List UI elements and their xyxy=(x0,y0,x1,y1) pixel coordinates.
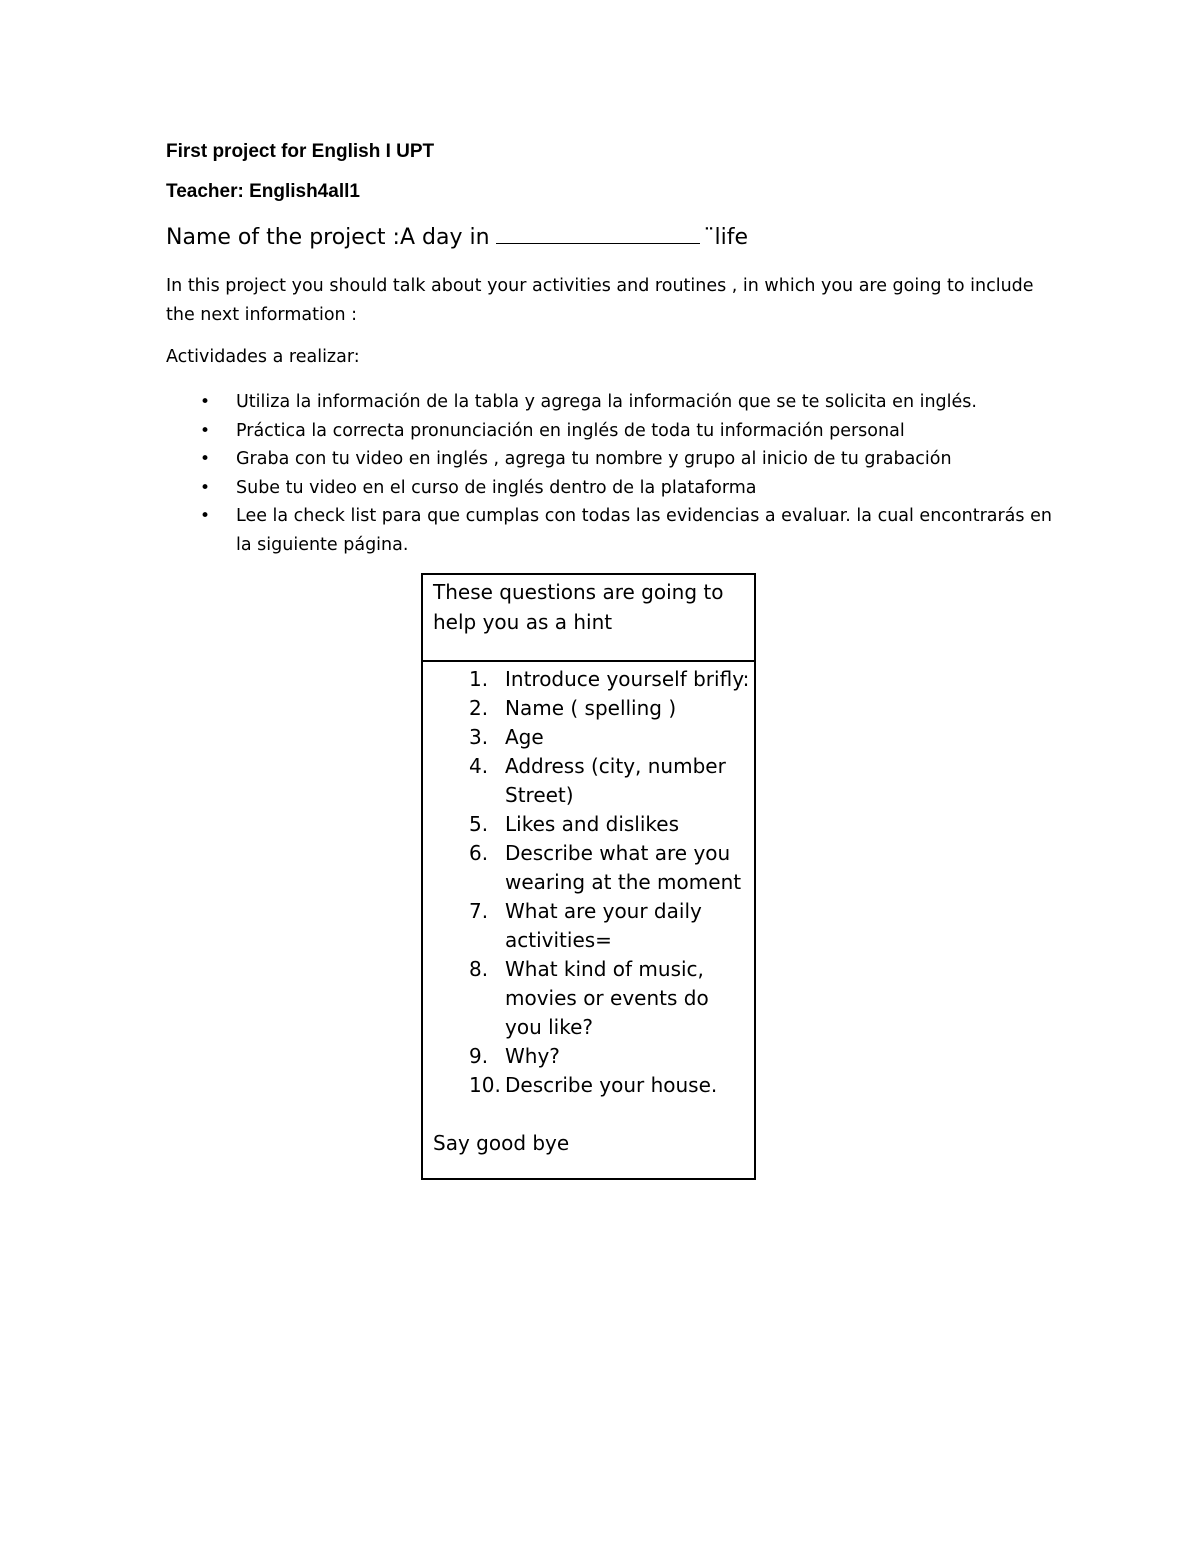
list-item xyxy=(166,417,1056,446)
question-item xyxy=(423,665,754,694)
bullet-icon: • xyxy=(200,449,211,469)
list-item-text: Sube tu video en el curso de inglés dentro de la plataforma xyxy=(236,477,757,498)
question-item xyxy=(423,723,754,752)
question-number: 2. xyxy=(469,696,489,720)
question-number: 4. xyxy=(469,754,489,778)
hint-table-body xyxy=(423,662,754,1158)
bullet-icon: • xyxy=(200,506,211,526)
question-number: 5. xyxy=(469,812,489,836)
question-text: Why? xyxy=(505,1044,560,1068)
question-text: What are your daily activities= xyxy=(505,899,702,952)
question-number: 10. xyxy=(469,1073,501,1097)
question-text: Describe what are you wearing at the moment xyxy=(505,841,742,894)
document-title: First project for English I UPT xyxy=(166,141,435,162)
question-text: Name ( spelling ) xyxy=(505,696,677,720)
question-text: What kind of music, movies or events do you like? xyxy=(505,957,709,1039)
list-item-text: Práctica la correcta pronunciación en inglés de toda tu información personal xyxy=(236,420,905,441)
project-name-prefix: Name of the project :A day in xyxy=(166,225,490,250)
project-name-line xyxy=(166,223,748,253)
list-item xyxy=(166,502,1056,559)
bullet-icon: • xyxy=(200,392,211,412)
teacher-line: Teacher: English4all1 xyxy=(166,181,360,202)
list-item-text: Utiliza la información de la tabla y agrega la información que se te solicita en inglés. xyxy=(236,392,977,412)
question-item xyxy=(423,897,754,955)
question-text: Introduce yourself brifly: xyxy=(505,667,750,691)
question-number: 9. xyxy=(469,1044,489,1068)
list-item xyxy=(166,445,1056,474)
questions-list xyxy=(423,662,754,1100)
bullet-icon: • xyxy=(200,420,211,441)
question-text: Age xyxy=(505,725,544,749)
intro-paragraph: In this project you should talk about your activities and routines , in which you are going to include the next information : xyxy=(166,276,1034,325)
question-number: 6. xyxy=(469,841,489,865)
question-number: 7. xyxy=(469,899,489,923)
question-item xyxy=(423,839,754,897)
activities-label: Actividades a realizar: xyxy=(166,347,360,367)
project-name-suffix: ¨life xyxy=(703,225,749,250)
list-item xyxy=(166,388,1056,417)
bullet-icon: • xyxy=(200,477,211,498)
question-item xyxy=(423,1042,754,1071)
question-item xyxy=(423,1071,754,1100)
question-item xyxy=(423,955,754,1042)
question-number: 1. xyxy=(469,667,489,691)
question-text: Likes and dislikes xyxy=(505,812,680,836)
question-item xyxy=(423,752,754,810)
question-item xyxy=(423,810,754,839)
hint-table-heading: These questions are going to help you as a hint xyxy=(423,575,754,662)
list-item-text: Lee la check list para que cumplas con todas las evidencias a evaluar. la cual encontrarás en la siguiente página. xyxy=(236,506,1052,555)
question-item xyxy=(423,694,754,723)
question-number: 8. xyxy=(469,957,489,981)
activities-list xyxy=(166,388,1056,559)
question-text: Address (city, number Street) xyxy=(505,754,726,807)
fill-in-blank xyxy=(496,223,700,244)
closing-text: Say good bye xyxy=(433,1131,570,1155)
hint-table xyxy=(421,573,756,1180)
question-text: Describe your house. xyxy=(505,1073,718,1097)
question-number: 3. xyxy=(469,725,489,749)
list-item xyxy=(166,474,1056,503)
list-item-text: Graba con tu video en inglés , agrega tu nombre y grupo al inicio de tu grabación xyxy=(236,449,952,469)
